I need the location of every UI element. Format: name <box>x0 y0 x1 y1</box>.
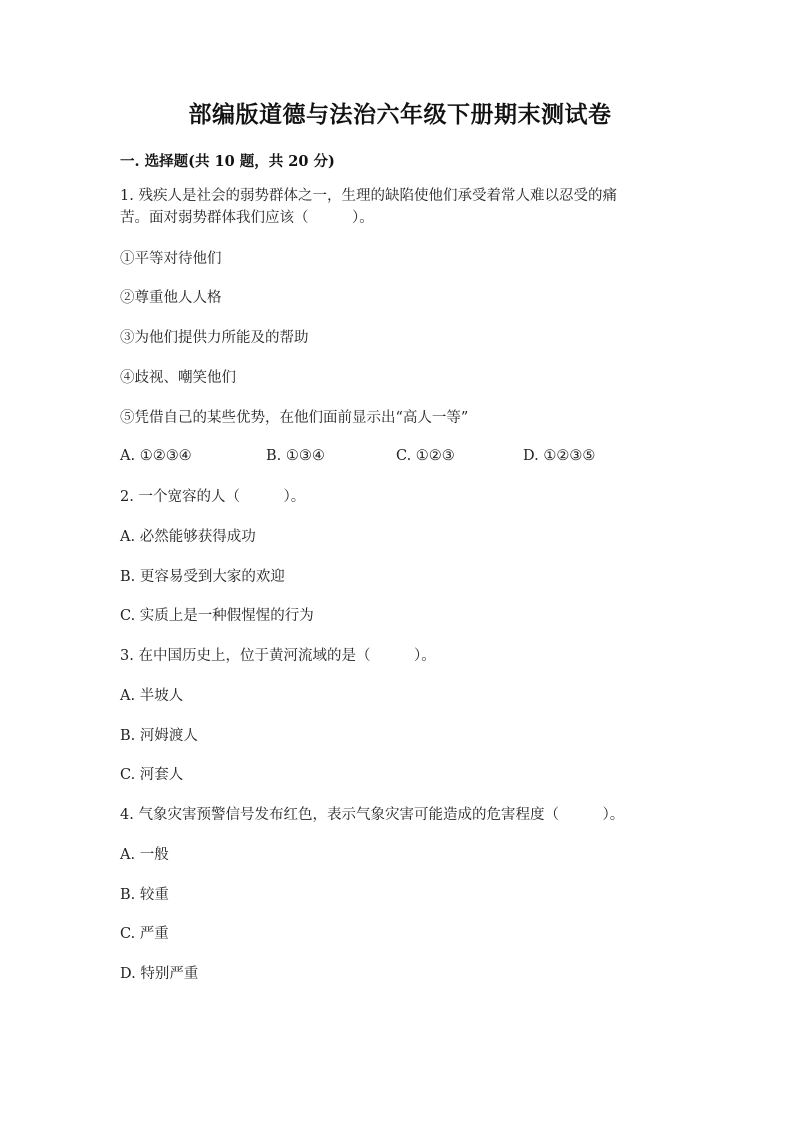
question-1-options <box>120 448 680 470</box>
question-2-option-a[interactable]: A. 必然能够获得成功 <box>120 529 256 545</box>
question-2-stem: 2. 一个宽容的人（ ）。 <box>120 489 306 505</box>
question-1-stem-line-2: 苦。面对弱势群体我们应该（ ）。 <box>120 210 374 226</box>
page-title: 部编版道德与法治六年级下册期末测试卷 <box>188 101 612 128</box>
question-1-statement-4: ④歧视、嘲笑他们 <box>120 370 236 386</box>
question-4-option-b[interactable]: B. 较重 <box>120 887 169 903</box>
question-4-stem: 4. 气象灾害预警信号发布红色，表示气象灾害可能造成的危害程度（ ）。 <box>120 807 625 823</box>
question-1-stem-line-1: 1. 残疾人是社会的弱势群体之一，生理的缺陷使他们承受着常人难以忍受的痛 <box>120 188 617 204</box>
question-3-option-c[interactable]: C. 河套人 <box>120 767 184 783</box>
section-heading: 一. 选择题(共 10 题，共 20 分) <box>120 153 335 170</box>
question-3-stem: 3. 在中国历史上，位于黄河流域的是（ ）。 <box>120 648 436 664</box>
question-3-option-b[interactable]: B. 河姆渡人 <box>120 728 198 744</box>
question-1-statement-2: ②尊重他人人格 <box>120 290 222 306</box>
question-2-option-b[interactable]: B. 更容易受到大家的欢迎 <box>120 569 285 585</box>
question-4-option-c[interactable]: C. 严重 <box>120 926 169 942</box>
question-1-option-d[interactable]: D. ①②③⑤ <box>523 448 596 464</box>
question-3-option-a[interactable]: A. 半坡人 <box>120 688 184 704</box>
question-1-option-b[interactable]: B. ①③④ <box>266 448 325 464</box>
question-2-option-c[interactable]: C. 实质上是一种假惺惺的行为 <box>120 608 314 624</box>
question-1-statement-1: ①平等对待他们 <box>120 251 222 267</box>
question-1-option-c[interactable]: C. ①②③ <box>396 448 455 464</box>
question-1-option-a[interactable]: A. ①②③④ <box>120 448 192 464</box>
question-4-option-d[interactable]: D. 特别严重 <box>120 966 199 982</box>
question-4-option-a[interactable]: A. 一般 <box>120 847 169 863</box>
question-1-statement-3: ③为他们提供力所能及的帮助 <box>120 330 309 346</box>
question-1-statement-5: ⑤凭借自己的某些优势，在他们面前显示出“高人一等” <box>120 410 469 426</box>
